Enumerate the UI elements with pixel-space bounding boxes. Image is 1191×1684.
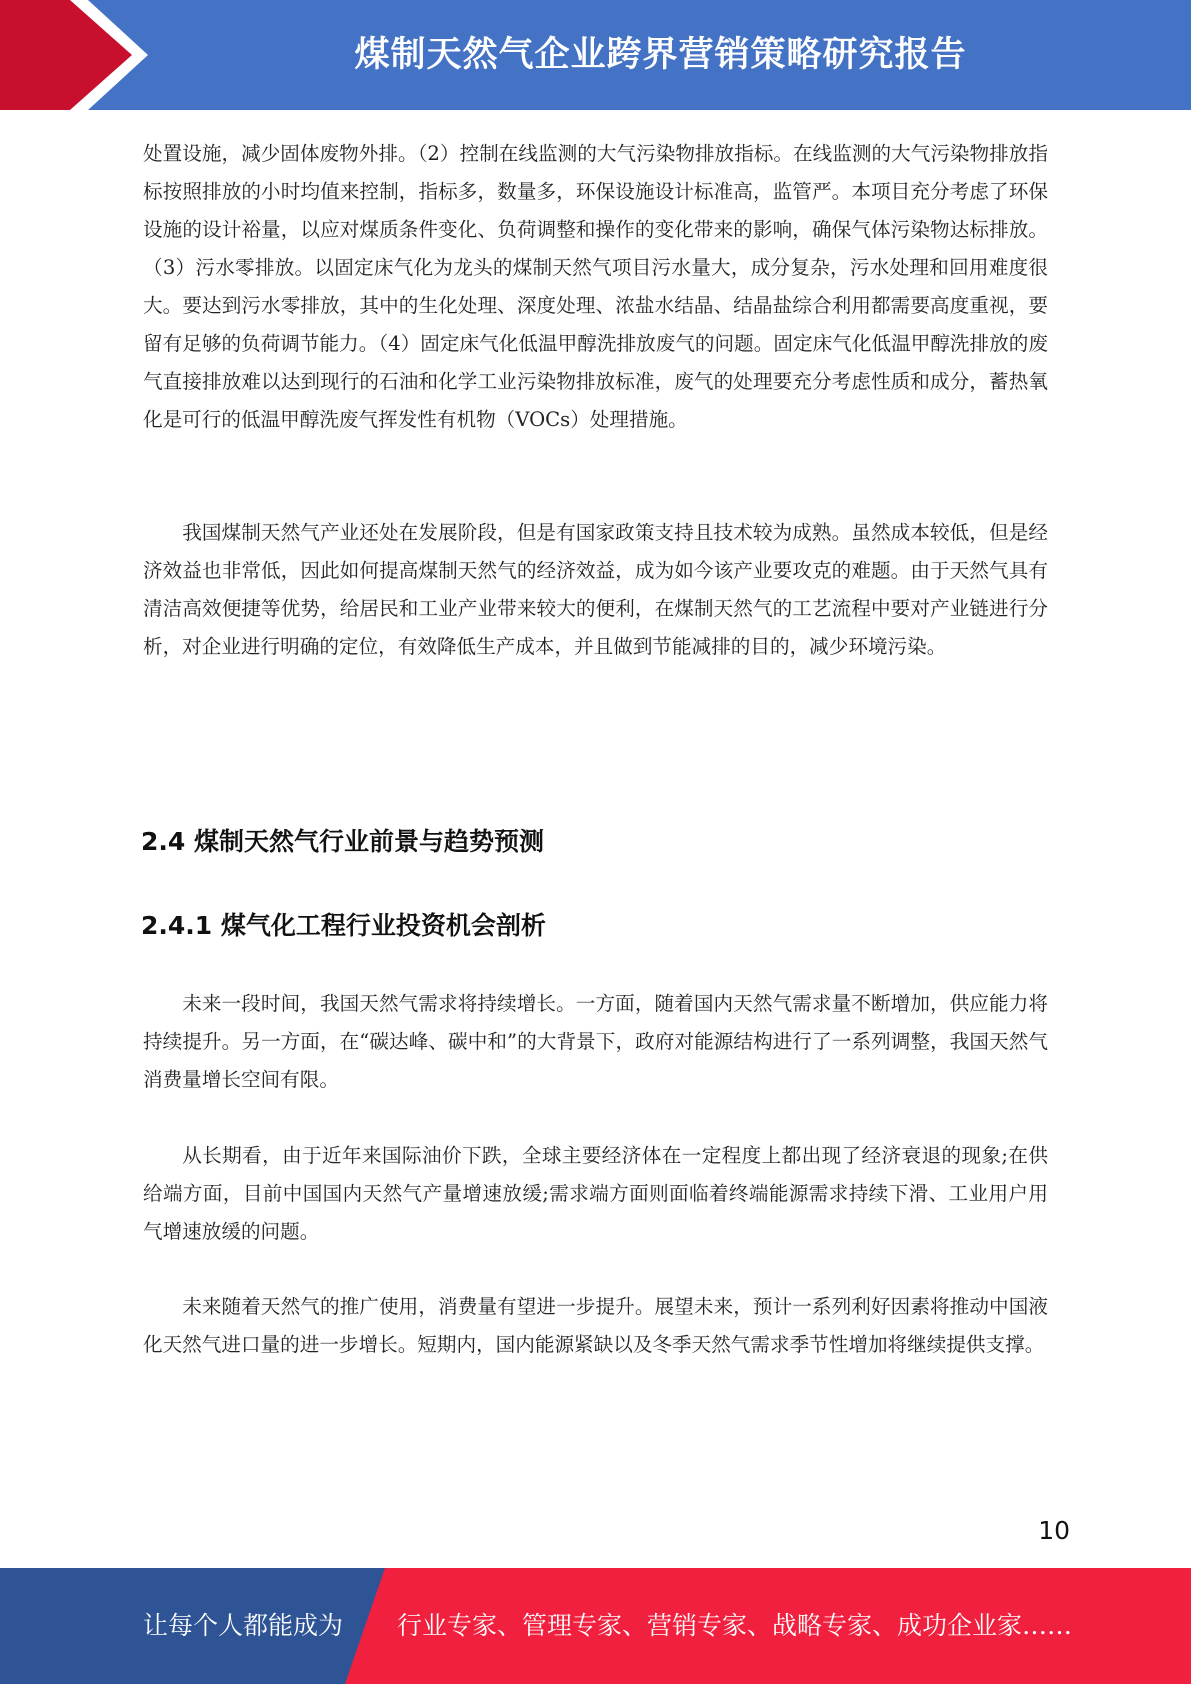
page-number: 10: [1038, 1516, 1070, 1545]
paragraph-text: 从长期看，由于近年来国际油价下跌，全球主要经济体在一定程度上都出现了经济衰退的现象;在供给端方面，目前中国国内天然气产量增速放缓;需求端方面则面临着终端能源需求持续下滑、工业用户用气增速放缓的问题。: [143, 1144, 1048, 1243]
paragraph-4: [143, 1137, 1048, 1251]
paragraph-text: 我国煤制天然气产业还处在发展阶段，但是有国家政策支持且技术较为成熟。虽然成本较低，但是经济效益也非常低，因此如何提高煤制天然气的经济效益，成为如今该产业要攻克的难题。由于天然气具有清洁高效便捷等优势，给居民和工业产业带来较大的便利，在煤制天然气的工艺流程中要对产业链进行分析，对企业进行明确的定位，有效降低生产成本，并且做到节能减排的目的，减少环境污染。: [143, 521, 1048, 658]
header-chevron-icon: [0, 0, 160, 110]
report-title: 煤制天然气企业跨界营销策略研究报告: [354, 35, 967, 75]
paragraph-1: [143, 135, 1048, 439]
section-heading-2-4-1: 2.4.1 煤气化工程行业投资机会剖析: [141, 911, 546, 940]
paragraph-5: [143, 1288, 1048, 1364]
page-header: [0, 0, 1191, 110]
paragraph-text: 未来随着天然气的推广使用，消费量有望进一步提升。展望未来，预计一系列利好因素将推动中国液化天然气进口量的进一步增长。短期内，国内能源紧缺以及冬季天然气需求季节性增加将继续提供支撑。: [143, 1295, 1048, 1356]
paragraph-text: 处置设施，减少固体废物外排。（2）控制在线监测的大气污染物排放指标。在线监测的大气污染物排放指标按照排放的小时均值来控制，指标多，数量多，环保设施设计标准高，监管严。本项目充分考虑了环保设施的设计裕量，以应对煤质条件变化、负荷调整和操作的变化带来的影响，确保气体污染物达标排放。（3）污水零排放。以固定床气化为龙头的煤制天然气项目污水量大，成分复杂，污水处理和回用难度很大。要达到污水零排放，其中的生化处理、深度处理、浓盐水结晶、结晶盐综合利用都需要高度重视，要留有足够的负荷调节能力。（4）固定床气化低温甲醇洗排放废气的问题。固定床气化低温甲醇洗排放的废气直接排放难以达到现行的石油和化学工业污染物排放标准，废气的处理要充分考虑性质和成分，蓄热氧化是可行的低温甲醇洗废气挥发性有机物（VOCs）处理措施。: [143, 142, 1048, 431]
section-heading-2-4: 2.4 煤制天然气行业前景与趋势预测: [141, 827, 544, 856]
paragraph-text: 未来一段时间，我国天然气需求将持续增长。一方面，随着国内天然气需求量不断增加，供应能力将持续提升。另一方面，在“碳达峰、碳中和”的大背景下，政府对能源结构进行了一系列调整，我国天然气消费量增长空间有限。: [143, 992, 1048, 1091]
paragraph-2: [143, 514, 1048, 666]
page-footer: [0, 1568, 1191, 1684]
footer-slogan-right: 行业专家、管理专家、营销专家、战略专家、成功企业家……: [397, 1611, 1073, 1640]
paragraph-3: [143, 985, 1048, 1099]
footer-slogan-left: 让每个人都能成为: [143, 1611, 344, 1640]
